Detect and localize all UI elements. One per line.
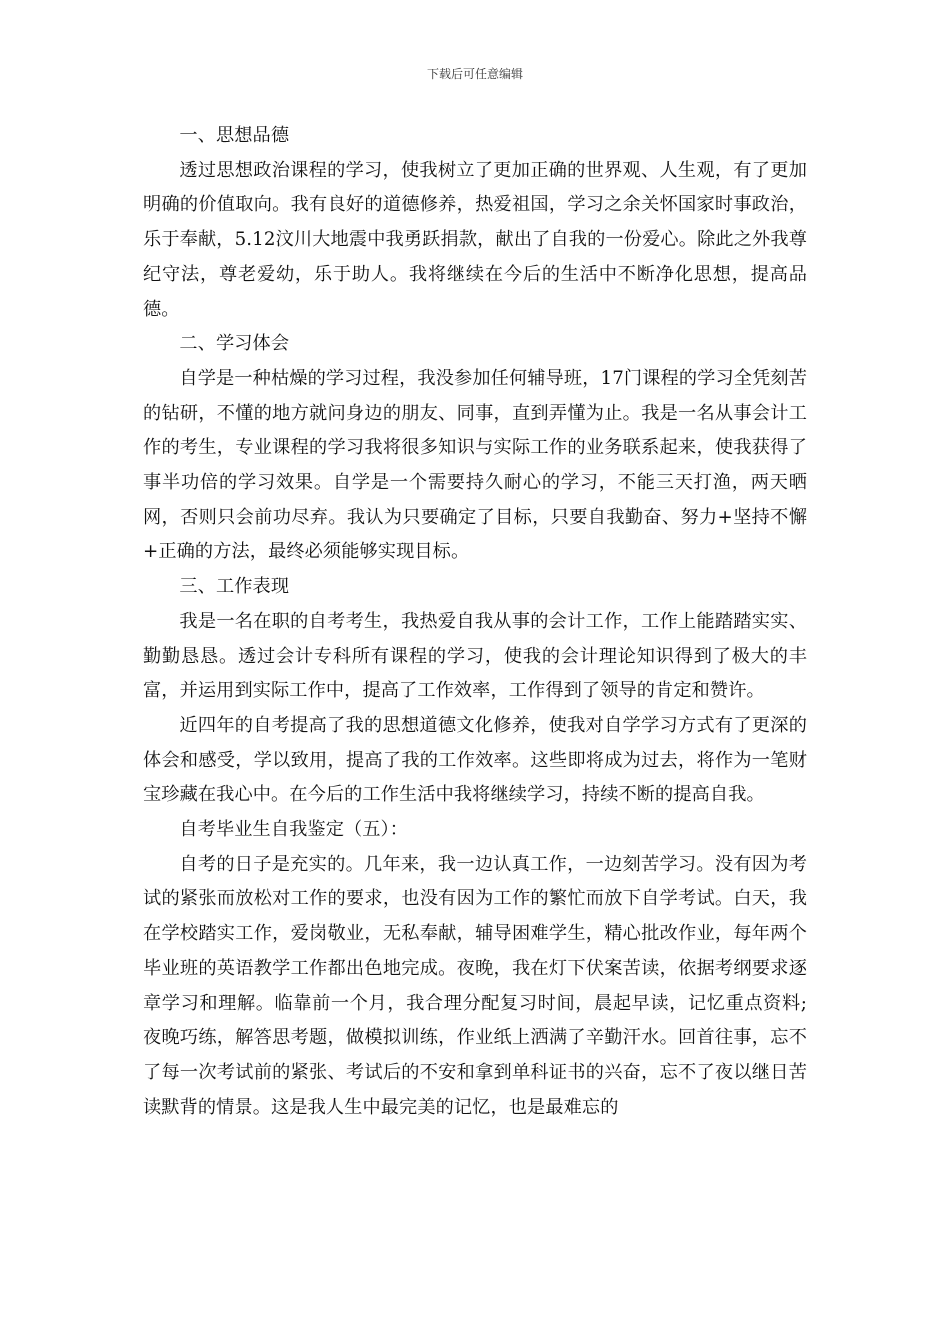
paragraph-summary: 近四年的自考提高了我的思想道德文化修养，使我对自学学习方式有了更深的体会和感受，学以致用，提高了我的工作效率。这些即将成为过去，将作为一笔财宝珍藏在我心中。在今后的工作生活中我将继续学习，持续不断的提高自我。 xyxy=(143,714,807,806)
section-heading-appraisal-five: 自考毕业生自我鉴定（五）： xyxy=(179,819,409,841)
page-header-note: 下载后可任意编辑 xyxy=(426,67,523,81)
paragraph-moral: 透过思想政治课程的学习，使我树立了更加正确的世界观、人生观，有了更加明确的价值取向。我有良好的道德修养，热爱祖国，学习之余关怀国家时事政治，乐于奉献，5.12汶川大地震中我勇跃捐款，献出了自我的一份爱心。除此之外我尊纪守法，尊老爱幼，乐于助人。我将继续在今后的生活中不断净化思想，提高品德。 xyxy=(143,159,807,320)
paragraph-work: 我是一名在职的自考考生，我热爱自我从事的会计工作，工作上能踏踏实实、勤勤恳恳。透过会计专科所有课程的学习，使我的会计理论知识得到了极大的丰富，并运用到实际工作中，提高了工作效率，工作得到了领导的肯定和赞许。 xyxy=(143,610,807,702)
section-heading-work: 三、工作表现 xyxy=(179,576,290,598)
paragraph-appraisal-five: 自考的日子是充实的。几年来，我一边认真工作，一边刻苦学习。没有因为考试的紧张而放松对工作的要求，也没有因为工作的繁忙而放下自学考试。白天，我在学校踏实工作，爱岗敬业，无私奉献，辅导困难学生，精心批改作业，每年两个毕业班的英语教学工作都出色地完成。夜晚，我在灯下伏案苦读，依据考纲要求逐章学习和理解。临靠前一个月，我合理分配复习时间，晨起早读，记忆重点资料;夜晚巧练，解答思考题，做模拟训练，作业纸上洒满了辛勤汗水。回首往事，忘不了每一次考试前的紧张、考试后的不安和拿到单科证书的兴奋，忘不了夜以继日苦读默背的情景。这是我人生中最完美的记忆，也是最难忘的 xyxy=(143,853,807,1118)
section-heading-moral: 一、思想品德 xyxy=(179,125,290,146)
document-body xyxy=(143,119,807,1125)
section-heading-study: 二、学习体会 xyxy=(179,333,290,355)
paragraph-study: 自学是一种枯燥的学习过程，我没参加任何辅导班，17门课程的学习全凭刻苦的钻研，不懂的地方就问身边的朋友、同事，直到弄懂为止。我是一名从事会计工作的考生，专业课程的学习我将很多知识与实际工作的业务联系起来，使我获得了事半功倍的学习效果。自学是一个需要持久耐心的学习，不能三天打渔，两天晒网，否则只会前功尽弃。我认为只要确定了目标，只要自我勤奋、努力+坚持不懈+正确的方法，最终必须能够实现目标。 xyxy=(143,367,807,563)
